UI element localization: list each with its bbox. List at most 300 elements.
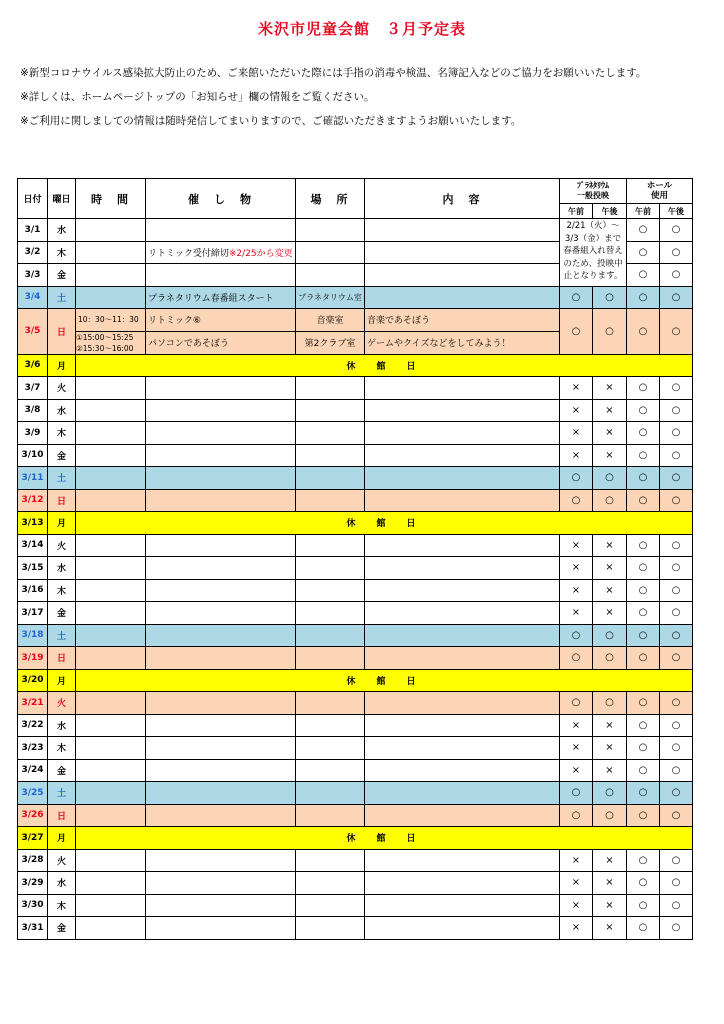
time-cell bbox=[76, 782, 146, 805]
date-cell: 3/1 bbox=[18, 219, 48, 242]
place-cell bbox=[296, 849, 365, 872]
place-cell bbox=[296, 534, 365, 557]
weekday-cell: 月 bbox=[48, 827, 76, 850]
table-row bbox=[18, 286, 693, 309]
table-row bbox=[18, 624, 693, 647]
availability-mark: × bbox=[593, 444, 627, 467]
table-row bbox=[18, 737, 693, 760]
weekday-cell: 水 bbox=[48, 714, 76, 737]
time-cell bbox=[76, 872, 146, 895]
weekday-cell: 木 bbox=[48, 241, 76, 264]
availability-mark: ○ bbox=[627, 647, 660, 670]
date-cell: 3/31 bbox=[18, 917, 48, 940]
header-hall-pm: 午後 bbox=[660, 204, 693, 219]
place-cell bbox=[296, 241, 365, 264]
weekday-cell: 火 bbox=[48, 692, 76, 715]
content-cell bbox=[365, 264, 560, 287]
header-event: 催 し 物 bbox=[146, 179, 296, 219]
weekday-cell: 火 bbox=[48, 849, 76, 872]
event-cell bbox=[146, 444, 296, 467]
availability-mark: × bbox=[560, 444, 593, 467]
availability-mark: × bbox=[560, 917, 593, 940]
place-cell: 音楽室 bbox=[296, 309, 365, 332]
availability-mark: × bbox=[560, 579, 593, 602]
date-cell: 3/3 bbox=[18, 264, 48, 287]
availability-mark: ○ bbox=[627, 467, 660, 490]
availability-mark: ○ bbox=[660, 241, 693, 264]
time-cell bbox=[76, 331, 146, 354]
content-cell bbox=[365, 759, 560, 782]
weekday-cell: 土 bbox=[48, 286, 76, 309]
event-cell bbox=[146, 894, 296, 917]
content-cell bbox=[365, 241, 560, 264]
event-cell bbox=[146, 602, 296, 625]
content-cell bbox=[365, 534, 560, 557]
planetarium-suspension-note: 2/21（火）～3/3（金）まで春番組入れ替えのため、投映中止となります。 bbox=[560, 219, 627, 287]
availability-mark: × bbox=[593, 534, 627, 557]
weekday-cell: 水 bbox=[48, 219, 76, 242]
weekday-cell: 火 bbox=[48, 377, 76, 400]
weekday-cell: 日 bbox=[48, 489, 76, 512]
content-cell bbox=[365, 849, 560, 872]
availability-mark: × bbox=[560, 557, 593, 580]
header-content: 内 容 bbox=[365, 179, 560, 219]
table-row bbox=[18, 354, 693, 377]
date-cell: 3/26 bbox=[18, 804, 48, 827]
time-slot: ①15:00～15:25 bbox=[76, 332, 134, 342]
time-cell bbox=[76, 444, 146, 467]
time-cell bbox=[76, 377, 146, 400]
table-row bbox=[18, 917, 693, 940]
weekday-cell: 金 bbox=[48, 759, 76, 782]
place-cell bbox=[296, 467, 365, 490]
event-cell bbox=[146, 422, 296, 445]
availability-mark: ○ bbox=[627, 782, 660, 805]
availability-mark: × bbox=[593, 377, 627, 400]
availability-mark: ○ bbox=[627, 557, 660, 580]
date-cell: 3/7 bbox=[18, 377, 48, 400]
availability-mark: ○ bbox=[627, 422, 660, 445]
time-cell bbox=[76, 467, 146, 490]
availability-mark: ○ bbox=[560, 467, 593, 490]
availability-mark: ○ bbox=[660, 286, 693, 309]
table-row bbox=[18, 872, 693, 895]
availability-mark: × bbox=[593, 849, 627, 872]
date-cell: 3/9 bbox=[18, 422, 48, 445]
place-cell bbox=[296, 377, 365, 400]
availability-mark: ○ bbox=[660, 647, 693, 670]
time-cell bbox=[76, 759, 146, 782]
availability-mark: ○ bbox=[660, 737, 693, 760]
content-cell bbox=[365, 467, 560, 490]
time-cell bbox=[76, 714, 146, 737]
availability-mark: × bbox=[560, 377, 593, 400]
availability-mark: ○ bbox=[593, 804, 627, 827]
time-cell bbox=[76, 647, 146, 670]
availability-mark: ○ bbox=[660, 849, 693, 872]
event-cell bbox=[146, 467, 296, 490]
time-slot: ②15:30～16:00 bbox=[76, 343, 134, 353]
content-cell bbox=[365, 624, 560, 647]
event-cell bbox=[146, 286, 296, 309]
availability-mark: ○ bbox=[627, 602, 660, 625]
time-cell bbox=[76, 557, 146, 580]
content-cell bbox=[365, 692, 560, 715]
availability-mark: ○ bbox=[660, 872, 693, 895]
availability-mark: ○ bbox=[627, 309, 660, 355]
availability-mark: ○ bbox=[560, 782, 593, 805]
weekday-cell: 月 bbox=[48, 512, 76, 535]
table-row bbox=[18, 512, 693, 535]
header-planetarium-am: 午前 bbox=[560, 204, 593, 219]
table-row bbox=[18, 782, 693, 805]
content-cell bbox=[365, 647, 560, 670]
availability-mark: ○ bbox=[593, 286, 627, 309]
availability-mark: ○ bbox=[660, 264, 693, 287]
schedule-table bbox=[17, 178, 693, 940]
event-label: リトミック受付締切 bbox=[148, 248, 229, 259]
availability-mark: × bbox=[560, 534, 593, 557]
availability-mark: ○ bbox=[660, 602, 693, 625]
place-cell bbox=[296, 804, 365, 827]
availability-mark: ○ bbox=[560, 804, 593, 827]
date-cell: 3/4 bbox=[18, 286, 48, 309]
availability-mark: × bbox=[593, 602, 627, 625]
availability-mark: ○ bbox=[660, 399, 693, 422]
event-cell bbox=[146, 241, 296, 264]
header-dow: 曜日 bbox=[48, 179, 76, 219]
availability-mark: ○ bbox=[627, 241, 660, 264]
time-cell bbox=[76, 286, 146, 309]
time-cell bbox=[76, 624, 146, 647]
table-row bbox=[18, 894, 693, 917]
availability-mark: ○ bbox=[627, 489, 660, 512]
date-cell: 3/19 bbox=[18, 647, 48, 670]
weekday-cell: 土 bbox=[48, 624, 76, 647]
date-cell: 3/13 bbox=[18, 512, 48, 535]
date-cell: 3/10 bbox=[18, 444, 48, 467]
event-cell bbox=[146, 264, 296, 287]
weekday-cell: 木 bbox=[48, 737, 76, 760]
content-cell bbox=[365, 422, 560, 445]
page-title: 米沢市児童会館 ３月予定表 bbox=[257, 20, 466, 38]
table-row bbox=[18, 849, 693, 872]
availability-mark: × bbox=[560, 714, 593, 737]
availability-mark: ○ bbox=[660, 377, 693, 400]
header-day: 日付 bbox=[18, 179, 48, 219]
content-cell bbox=[365, 804, 560, 827]
date-cell: 3/6 bbox=[18, 354, 48, 377]
availability-mark: ○ bbox=[627, 399, 660, 422]
availability-mark: ○ bbox=[593, 467, 627, 490]
content-cell bbox=[365, 489, 560, 512]
availability-mark: × bbox=[593, 872, 627, 895]
weekday-cell: 水 bbox=[48, 399, 76, 422]
time-cell bbox=[76, 849, 146, 872]
place-cell bbox=[296, 624, 365, 647]
table-row bbox=[18, 827, 693, 850]
table-row bbox=[18, 714, 693, 737]
weekday-cell: 日 bbox=[48, 309, 76, 355]
content-cell bbox=[365, 579, 560, 602]
content-cell bbox=[365, 782, 560, 805]
weekday-cell: 土 bbox=[48, 782, 76, 805]
table-row bbox=[18, 804, 693, 827]
table-row bbox=[18, 309, 693, 332]
availability-mark: ○ bbox=[627, 377, 660, 400]
availability-mark: ○ bbox=[560, 286, 593, 309]
time-cell: 10：30～11：30 bbox=[76, 309, 146, 332]
content-cell: ゲームやクイズなどをしてみよう！ bbox=[365, 331, 560, 354]
date-cell: 3/29 bbox=[18, 872, 48, 895]
availability-mark: ○ bbox=[660, 467, 693, 490]
availability-mark: ○ bbox=[627, 264, 660, 287]
availability-mark: ○ bbox=[660, 917, 693, 940]
event-cell bbox=[146, 759, 296, 782]
place-cell bbox=[296, 894, 365, 917]
closed-day-label: 休 館 日 bbox=[76, 827, 693, 850]
event-cell bbox=[146, 534, 296, 557]
event-label: プラネタリウム春番組スタート bbox=[148, 293, 274, 304]
closed-day-label: 休 館 日 bbox=[76, 669, 693, 692]
availability-mark: ○ bbox=[660, 309, 693, 355]
availability-mark: ○ bbox=[660, 422, 693, 445]
availability-mark: × bbox=[593, 917, 627, 940]
time-cell bbox=[76, 399, 146, 422]
time-cell bbox=[76, 219, 146, 242]
content-cell bbox=[365, 872, 560, 895]
date-cell: 3/2 bbox=[18, 241, 48, 264]
availability-mark: ○ bbox=[660, 714, 693, 737]
table-row bbox=[18, 759, 693, 782]
availability-mark: ○ bbox=[627, 894, 660, 917]
availability-mark: ○ bbox=[593, 489, 627, 512]
place-cell bbox=[296, 759, 365, 782]
availability-mark: × bbox=[593, 557, 627, 580]
notice-homepage: ※詳しくは、ホームページトップの「お知らせ」欄の情報をご覧ください。 bbox=[20, 91, 375, 103]
availability-mark: ○ bbox=[627, 849, 660, 872]
table-row bbox=[18, 467, 693, 490]
weekday-cell: 火 bbox=[48, 534, 76, 557]
date-cell: 3/28 bbox=[18, 849, 48, 872]
availability-mark: × bbox=[593, 579, 627, 602]
notice-block bbox=[20, 66, 700, 138]
availability-mark: × bbox=[560, 422, 593, 445]
date-cell: 3/5 bbox=[18, 309, 48, 355]
availability-mark: ○ bbox=[660, 894, 693, 917]
availability-mark: × bbox=[593, 894, 627, 917]
availability-mark: × bbox=[560, 894, 593, 917]
place-cell: プラネタリウム室 bbox=[296, 286, 365, 309]
availability-mark: ○ bbox=[560, 489, 593, 512]
availability-mark: ○ bbox=[627, 534, 660, 557]
availability-mark: × bbox=[560, 602, 593, 625]
availability-mark: ○ bbox=[660, 444, 693, 467]
availability-mark: ○ bbox=[660, 759, 693, 782]
event-cell bbox=[146, 647, 296, 670]
event-cell bbox=[146, 782, 296, 805]
time-cell bbox=[76, 534, 146, 557]
availability-mark: × bbox=[593, 422, 627, 445]
event-cell bbox=[146, 872, 296, 895]
event-cell bbox=[146, 579, 296, 602]
availability-mark: ○ bbox=[560, 624, 593, 647]
closed-day-label: 休 館 日 bbox=[76, 354, 693, 377]
weekday-cell: 水 bbox=[48, 872, 76, 895]
availability-mark: × bbox=[560, 872, 593, 895]
availability-mark: ○ bbox=[627, 624, 660, 647]
availability-mark: ○ bbox=[627, 917, 660, 940]
availability-mark: ○ bbox=[627, 804, 660, 827]
availability-mark: ○ bbox=[627, 737, 660, 760]
availability-mark: × bbox=[593, 737, 627, 760]
event-cell bbox=[146, 737, 296, 760]
header-hall: ホール 使用 bbox=[627, 179, 693, 204]
table-row bbox=[18, 669, 693, 692]
time-cell bbox=[76, 264, 146, 287]
notice-covid: ※新型コロナウイルス感染拡大防止のため、ご来館いただいた際には手指の消毒や検温、名簿記入などのご協力をお願いいたします。 bbox=[20, 67, 647, 79]
date-cell: 3/11 bbox=[18, 467, 48, 490]
date-cell: 3/23 bbox=[18, 737, 48, 760]
availability-mark: ○ bbox=[660, 489, 693, 512]
availability-mark: ○ bbox=[560, 309, 593, 355]
event-cell bbox=[146, 377, 296, 400]
time-cell bbox=[76, 804, 146, 827]
schedule-header bbox=[18, 179, 693, 219]
time-cell bbox=[76, 692, 146, 715]
availability-mark: × bbox=[560, 737, 593, 760]
content-cell bbox=[365, 602, 560, 625]
event-cell bbox=[146, 849, 296, 872]
availability-mark: ○ bbox=[627, 219, 660, 242]
event-cell bbox=[146, 399, 296, 422]
availability-mark: ○ bbox=[593, 782, 627, 805]
time-cell bbox=[76, 737, 146, 760]
event-cell bbox=[146, 557, 296, 580]
weekday-cell: 金 bbox=[48, 444, 76, 467]
time-cell bbox=[76, 579, 146, 602]
content-cell bbox=[365, 714, 560, 737]
availability-mark: ○ bbox=[660, 534, 693, 557]
availability-mark: × bbox=[593, 759, 627, 782]
availability-mark: ○ bbox=[627, 579, 660, 602]
date-cell: 3/18 bbox=[18, 624, 48, 647]
place-cell bbox=[296, 399, 365, 422]
availability-mark: × bbox=[560, 399, 593, 422]
notice-updates: ※ご利用に関しましての情報は随時発信してまいりますので、ご確認いただきますようお願いいたします。 bbox=[20, 115, 522, 127]
availability-mark: × bbox=[593, 714, 627, 737]
place-cell bbox=[296, 444, 365, 467]
table-row bbox=[18, 647, 693, 670]
time-cell bbox=[76, 917, 146, 940]
event-cell bbox=[146, 489, 296, 512]
table-row bbox=[18, 377, 693, 400]
table-row bbox=[18, 692, 693, 715]
date-cell: 3/14 bbox=[18, 534, 48, 557]
place-cell bbox=[296, 917, 365, 940]
availability-mark: ○ bbox=[627, 692, 660, 715]
place-cell bbox=[296, 602, 365, 625]
weekday-cell: 木 bbox=[48, 579, 76, 602]
weekday-cell: 木 bbox=[48, 894, 76, 917]
weekday-cell: 土 bbox=[48, 467, 76, 490]
date-cell: 3/25 bbox=[18, 782, 48, 805]
time-cell bbox=[76, 894, 146, 917]
place-cell bbox=[296, 579, 365, 602]
event-cell: パソコンであそぼう bbox=[146, 331, 296, 354]
table-row bbox=[18, 489, 693, 512]
place-cell bbox=[296, 782, 365, 805]
place-cell bbox=[296, 489, 365, 512]
date-cell: 3/20 bbox=[18, 669, 48, 692]
table-row bbox=[18, 399, 693, 422]
weekday-cell: 木 bbox=[48, 422, 76, 445]
weekday-cell: 金 bbox=[48, 917, 76, 940]
weekday-cell: 月 bbox=[48, 354, 76, 377]
date-cell: 3/21 bbox=[18, 692, 48, 715]
header-hall-am: 午前 bbox=[627, 204, 660, 219]
place-cell bbox=[296, 219, 365, 242]
availability-mark: ○ bbox=[660, 624, 693, 647]
availability-mark: ○ bbox=[660, 804, 693, 827]
event-cell bbox=[146, 804, 296, 827]
availability-mark: × bbox=[560, 759, 593, 782]
availability-mark: ○ bbox=[660, 219, 693, 242]
availability-mark: ○ bbox=[560, 647, 593, 670]
header-place: 場 所 bbox=[296, 179, 365, 219]
availability-mark: ○ bbox=[627, 444, 660, 467]
availability-mark: ○ bbox=[660, 579, 693, 602]
weekday-cell: 水 bbox=[48, 557, 76, 580]
time-cell bbox=[76, 422, 146, 445]
time-cell bbox=[76, 489, 146, 512]
schedule-body bbox=[18, 219, 693, 940]
weekday-cell: 日 bbox=[48, 647, 76, 670]
date-cell: 3/27 bbox=[18, 827, 48, 850]
weekday-cell: 金 bbox=[48, 264, 76, 287]
place-cell bbox=[296, 872, 365, 895]
place-cell bbox=[296, 422, 365, 445]
availability-mark: ○ bbox=[660, 557, 693, 580]
header-planetarium-pm: 午後 bbox=[593, 204, 627, 219]
place-cell: 第2クラブ室 bbox=[296, 331, 365, 354]
table-row bbox=[18, 219, 693, 242]
content-cell bbox=[365, 286, 560, 309]
availability-mark: × bbox=[593, 399, 627, 422]
date-cell: 3/16 bbox=[18, 579, 48, 602]
table-row bbox=[18, 579, 693, 602]
availability-mark: ○ bbox=[593, 647, 627, 670]
event-cell bbox=[146, 692, 296, 715]
place-cell bbox=[296, 714, 365, 737]
availability-mark: ○ bbox=[627, 759, 660, 782]
date-cell: 3/15 bbox=[18, 557, 48, 580]
closed-day-label: 休 館 日 bbox=[76, 512, 693, 535]
place-cell bbox=[296, 264, 365, 287]
place-cell bbox=[296, 692, 365, 715]
header-planetarium: ﾌﾟﾗﾈﾀﾘｳﾑ 一般投映 bbox=[560, 179, 627, 204]
availability-mark: ○ bbox=[627, 714, 660, 737]
weekday-cell: 金 bbox=[48, 602, 76, 625]
availability-mark: ○ bbox=[560, 692, 593, 715]
time-cell bbox=[76, 602, 146, 625]
event-cell: リトミック⑥ bbox=[146, 309, 296, 332]
event-cell bbox=[146, 714, 296, 737]
content-cell bbox=[365, 737, 560, 760]
date-cell: 3/22 bbox=[18, 714, 48, 737]
availability-mark: ○ bbox=[593, 692, 627, 715]
availability-mark: ○ bbox=[627, 872, 660, 895]
